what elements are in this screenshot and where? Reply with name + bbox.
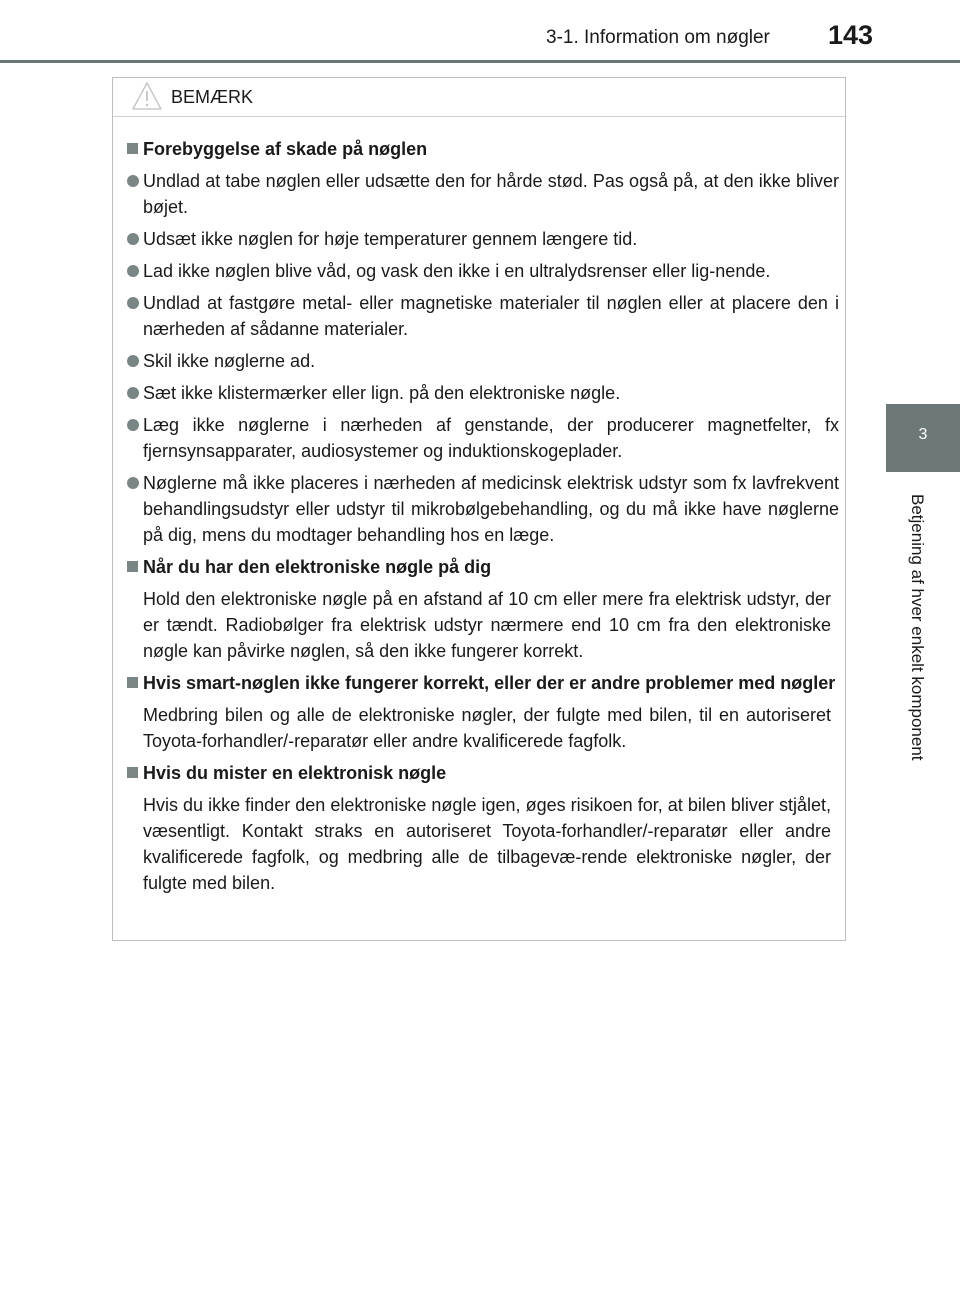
notice-box xyxy=(112,77,846,941)
circle-bullet-icon xyxy=(127,387,139,399)
section-heading: Forebyggelse af skade på nøglen xyxy=(127,136,839,162)
section-key-malfunction xyxy=(127,670,839,754)
list-item: Sæt ikke klistermærker eller lign. på den elektroniske nøgle. xyxy=(127,380,839,406)
section-carrying-key xyxy=(127,554,839,664)
list-item: Lad ikke nøglen blive våd, og vask den ikke i en ultralydsrenser eller lig-nende. xyxy=(127,258,839,284)
circle-bullet-icon xyxy=(127,297,139,309)
list-item: Nøglerne må ikke placeres i nærheden af medicinsk elektrisk udstyr som fx lavfrekvent behandlingsudstyr eller udstyr til mikrobølgebehandling, og du må ikke have nøglerne på dig, mens du modtager behandling hos en læge. xyxy=(127,470,839,548)
square-bullet-icon xyxy=(127,561,138,572)
section-text: Hold den elektroniske nøgle på en afstand af 10 cm eller mere fra elektrisk udstyr, der er tændt. Radiobølger fra elektrisk udstyr nærmere end 10 cm fra den elektroniske nøgle kan påvirke nøglen, så den ikke fungerer korrekt. xyxy=(143,589,831,661)
circle-bullet-icon xyxy=(127,477,139,489)
section-heading: Hvis du mister en elektronisk nøgle xyxy=(127,760,839,786)
circle-bullet-icon xyxy=(127,265,139,277)
list-item: Skil ikke nøglerne ad. xyxy=(127,348,839,374)
square-bullet-icon xyxy=(127,143,138,154)
section-heading: Hvis smart-nøglen ikke fungerer korrekt, eller der er andre problemer med nøgler xyxy=(127,670,839,696)
section-text: Hvis du ikke finder den elektroniske nøgle igen, øges risikoen for, at bilen bliver stjålet, væsentligt. Kontakt straks en autoriseret Toyota-forhandler/-reparatør eller andre kvalificerede fagfolk, og medbring alle de tilbagevæ-rende elektroniske nøgler, der fulgte med bilen. xyxy=(143,795,831,893)
list-item: Læg ikke nøglerne i nærheden af genstande, der producerer magnetfelter, fx fjernsynsapparater, audiosystemer og induktionskogeplader. xyxy=(127,412,839,464)
notice-title: BEMÆRK xyxy=(171,87,254,107)
page-number: 143 xyxy=(828,20,874,50)
circle-bullet-icon xyxy=(127,233,139,245)
chapter-number: 3 xyxy=(918,426,928,443)
section-heading: Når du har den elektroniske nøgle på dig xyxy=(127,554,839,580)
circle-bullet-icon xyxy=(127,175,139,187)
list-item: Undlad at tabe nøglen eller udsætte den for hårde stød. Pas også på, at den ikke bliver bøjet. xyxy=(127,168,839,220)
square-bullet-icon xyxy=(127,767,138,778)
section-text: Medbring bilen og alle de elektroniske nøgler, der fulgte med bilen, til en autoriseret Toyota-forhandler/-reparatør eller andre kvalificerede fagfolk. xyxy=(143,705,831,751)
header-rule xyxy=(0,60,960,63)
notice-body xyxy=(113,126,847,902)
section-damage-prevention xyxy=(127,136,839,548)
section-title: 3-1. Information om nøgler xyxy=(546,27,770,48)
circle-bullet-icon xyxy=(127,355,139,367)
section-lost-key xyxy=(127,760,839,896)
list-item: Udsæt ikke nøglen for høje temperaturer gennem længere tid. xyxy=(127,226,839,252)
list-item: Undlad at fastgøre metal- eller magnetiske materialer til nøglen eller at placere den i nærheden af sådanne materialer. xyxy=(127,290,839,342)
chapter-title: Betjening af hver enkelt komponent xyxy=(908,494,927,761)
square-bullet-icon xyxy=(127,677,138,688)
chapter-tab-strip xyxy=(886,472,960,844)
chapter-tab xyxy=(886,404,960,472)
notice-header xyxy=(113,78,845,117)
warning-triangle-icon xyxy=(131,81,163,116)
circle-bullet-icon xyxy=(127,419,139,431)
